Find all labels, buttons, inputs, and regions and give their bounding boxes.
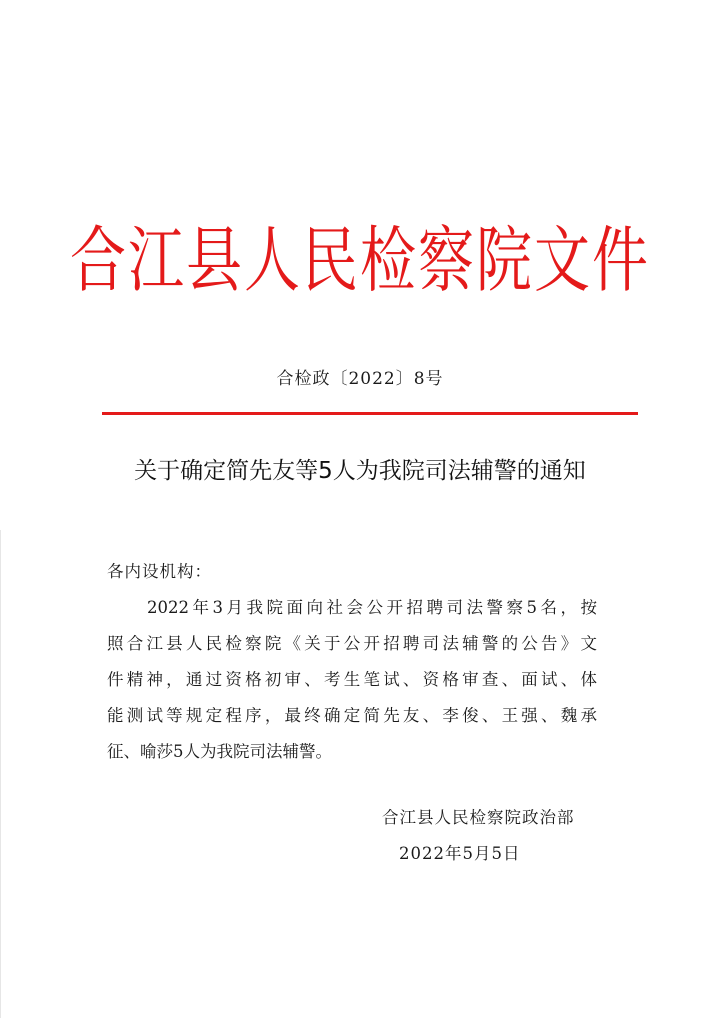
body-paragraph-line: 件精神，通过资格初审、考生笔试、资格审查、面试、体 — [107, 670, 597, 689]
body-paragraph-line: 照合江县人民检察院《关于公开招聘司法辅警的公告》文 — [107, 634, 597, 653]
body-paragraph-line: 2022年3月我院面向社会公开招聘司法警察5名，按 — [147, 598, 597, 617]
red-divider-rule — [102, 412, 638, 415]
document-number: 合检政〔2022〕8号 — [276, 369, 444, 389]
notice-title: 关于确定简先友等5人为我院司法辅警的通知 — [134, 458, 586, 484]
document-date: 2022年5月5日 — [399, 844, 521, 863]
signature-organization: 合江县人民检察院政治部 — [382, 808, 575, 827]
recipient-line: 各内设机构： — [107, 562, 212, 581]
body-paragraph-line: 征、喻莎5人为我院司法辅警。 — [107, 742, 332, 761]
body-paragraph-line: 能测试等规定程序，最终确定简先友、李俊、王强、魏承 — [107, 706, 597, 725]
header-title: 合江县人民检察院文件 — [70, 219, 650, 303]
page-edge-line — [0, 530, 1, 1018]
